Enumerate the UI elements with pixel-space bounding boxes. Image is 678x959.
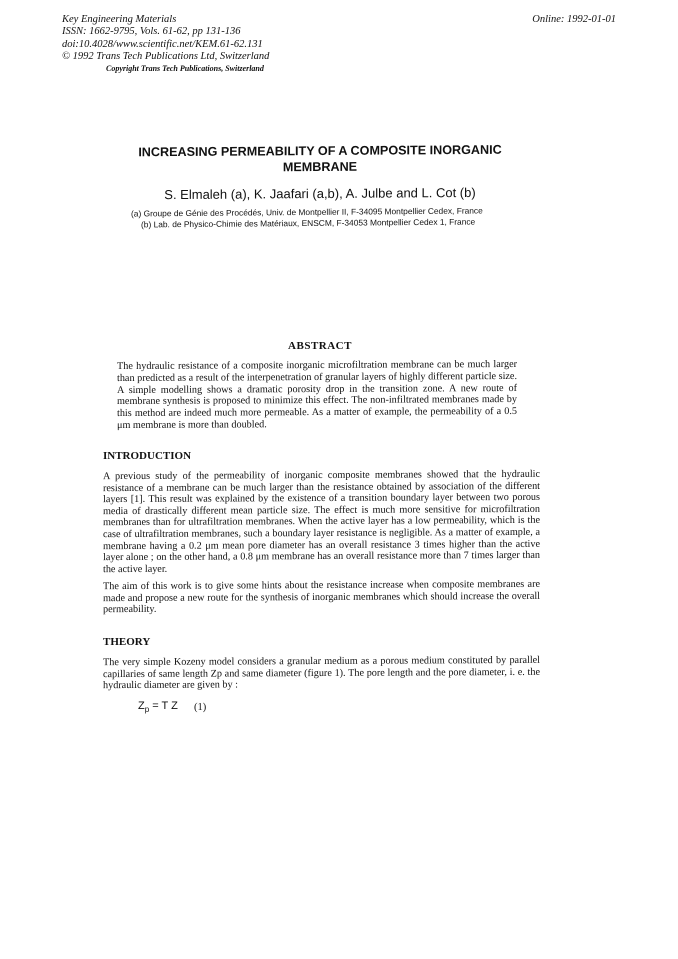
journal-name: Key Engineering Materials (62, 14, 177, 25)
title-line-1: INCREASING PERMEABILITY OF A COMPOSITE INORGANIC (138, 142, 502, 160)
affiliation-b: (b) Lab. de Physico-Chimie des Matériaux, ENSCM, F-34053 Montpellier Cedex 1, France (141, 216, 476, 230)
online-date: Online: 1992-01-01 (532, 14, 616, 25)
theory-paragraph-1: The very simple Kozeny model considers a granular medium as a porous medium constituted by parallel capillaries of same length Zp and same diameter (figure 1). The pore length and the pore diameter, i. e. the hydraulic diameter are given by : (103, 654, 540, 692)
copyright-line: © 1992 Trans Tech Publications Ltd, Switzerland (62, 51, 270, 63)
introduction-paragraph-1: A previous study of the permeability of inorganic composite membranes showed that the hydraulic resistance of a membrane can be much larger than the resistance obtained by association of the different layers [1]. This result was explained by the existence of a transition boundary layer between two porous media of drastically different mean particle size. The effect is much more sensitive for microfiltration membranes than for ultrafiltration membranes. When the active layer has a low permeability, which is the case of ultrafiltration membranes, such a boundary layer resistance is negligible. As a matter of example, a membrane having a 0.2 μm mean pore diameter has an overall resistance 3 times higher than the active layer alone ; on the other hand, a 0.8 μm membrane has an overall resistance more than 7 times larger than the active layer. (103, 468, 540, 575)
abstract-heading: ABSTRACT (288, 340, 352, 352)
abstract-text: The hydraulic resistance of a composite inorganic microfiltration membrane can be much larger than predicted as a result of the interpenetration of granular layers of highly different particle size. A simple modelling shows a dramatic porosity drop in the transition zone. A new route of membrane synthesis is proposed to minimize this effect. The non-infiltrated membranes made by this method are indeed much more permeable. As a matter of example, the permeability of a 0.5 μm membrane is more than doubled. (117, 358, 517, 432)
author-list: S. Elmaleh (a), K. Jaafari (a,b), A. Julbe and L. Cot (b) (164, 184, 476, 203)
paper-title (100, 141, 540, 176)
copyright-stamp: Copyright Trans Tech Publications, Switzerland (106, 64, 264, 73)
equation-rhs: = T Z (149, 700, 178, 712)
introduction-heading: INTRODUCTION (103, 450, 192, 462)
theory-heading: THEORY (103, 636, 151, 648)
equation-number: (1) (194, 702, 207, 713)
title-line-2: MEMBRANE (282, 159, 358, 175)
affiliation-a: (a) Groupe de Génie des Procédés, Univ. de Montpellier II, F-34095 Montpellier Cedex, France (131, 205, 483, 219)
doi-link[interactable]: doi:10.4028/www.scientific.net/KEM.61-62.131 (62, 38, 263, 50)
equation-lhs: Z (138, 700, 145, 712)
introduction-paragraph-2: The aim of this work is to give some hints about the resistance increase when composite membranes are made and propose a new route for the synthesis of inorganic membranes which should increase the overall permeability. (103, 578, 540, 616)
equation-1 (138, 700, 178, 714)
issn-line: ISSN: 1662-9795, Vols. 61-62, pp 131-136 (62, 26, 241, 38)
equation-subscript: p (144, 705, 150, 715)
journal-metadata (62, 14, 269, 64)
